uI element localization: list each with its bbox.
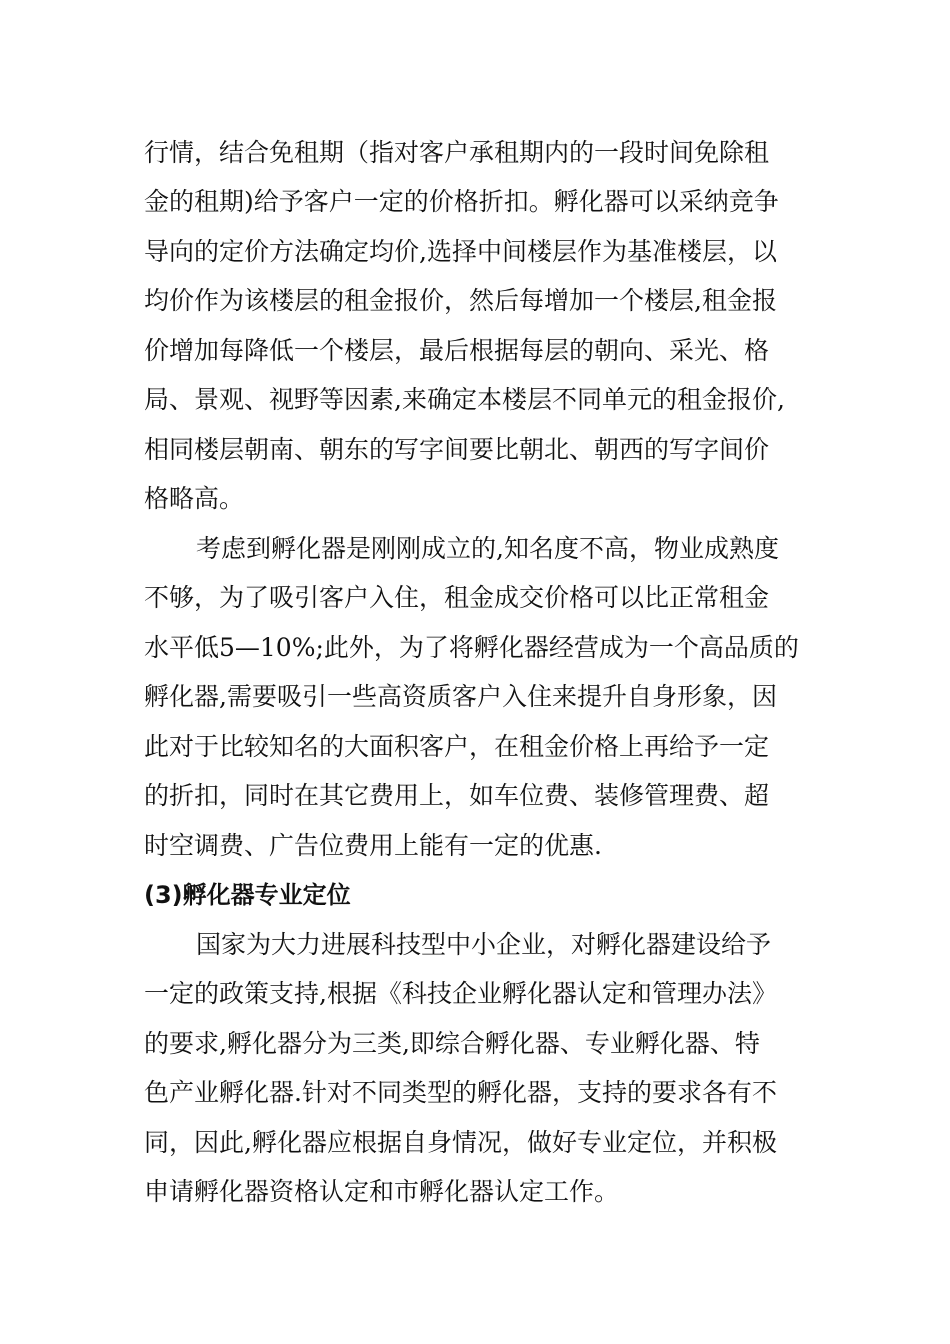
text-line: 金的租期)给予客户一定的价格折扣。孵化器可以采纳竞争 <box>144 187 779 216</box>
text-line: 的折扣，同时在其它费用上，如车位费、装修管理费、超 <box>144 781 770 810</box>
text-line: 行情，结合免租期（指对客户承租期内的一段时间免除租 <box>144 138 770 167</box>
text-line: 考虑到孵化器是刚刚成立的,知名度不高，物业成熟度 <box>196 534 779 563</box>
text-line: 局、景观、视野等因素,来确定本楼层不同单元的租金报价, <box>144 385 785 414</box>
text-line: 水平低5—10%;此外，为了将孵化器经营成为一个高品质的 <box>144 633 799 662</box>
text-line: 孵化器,需要吸引一些高资质客户入住来提升自身形象，因 <box>144 682 777 711</box>
text-line: 相同楼层朝南、朝东的写字间要比朝北、朝西的写字间价 <box>144 435 770 464</box>
text-line: 一定的政策支持,根据《科技企业孵化器认定和管理办法》 <box>144 979 777 1008</box>
text-line: 时空调费、广告位费用上能有一定的优惠. <box>144 831 602 860</box>
text-line: 不够，为了吸引客户入住，租金成交价格可以比正常租金 <box>144 583 770 612</box>
text-line: 导向的定价方法确定均价,选择中间楼层作为基准楼层，以 <box>144 237 777 266</box>
text-line: 国家为大力进展科技型中小企业，对孵化器建设给予 <box>196 930 772 959</box>
text-line: 均价作为该楼层的租金报价，然后每增加一个楼层,租金报 <box>144 286 777 315</box>
text-line: 的要求,孵化器分为三类,即综合孵化器、专业孵化器、特 <box>144 1029 760 1058</box>
text-line: 价增加每降低一个楼层，最后根据每层的朝向、采光、格 <box>144 336 770 365</box>
text-line: 此对于比较知名的大面积客户，在租金价格上再给予一定 <box>144 732 770 761</box>
text-line: 同，因此,孵化器应根据自身情况，做好专业定位，并积极 <box>144 1128 777 1157</box>
section-heading: (3)孵化器专业定位 <box>144 881 351 909</box>
text-line: 申请孵化器资格认定和市孵化器认定工作。 <box>144 1177 620 1206</box>
text-line: 色产业孵化器.针对不同类型的孵化器，支持的要求各有不 <box>144 1078 777 1107</box>
text-line: 格略高。 <box>144 484 245 513</box>
